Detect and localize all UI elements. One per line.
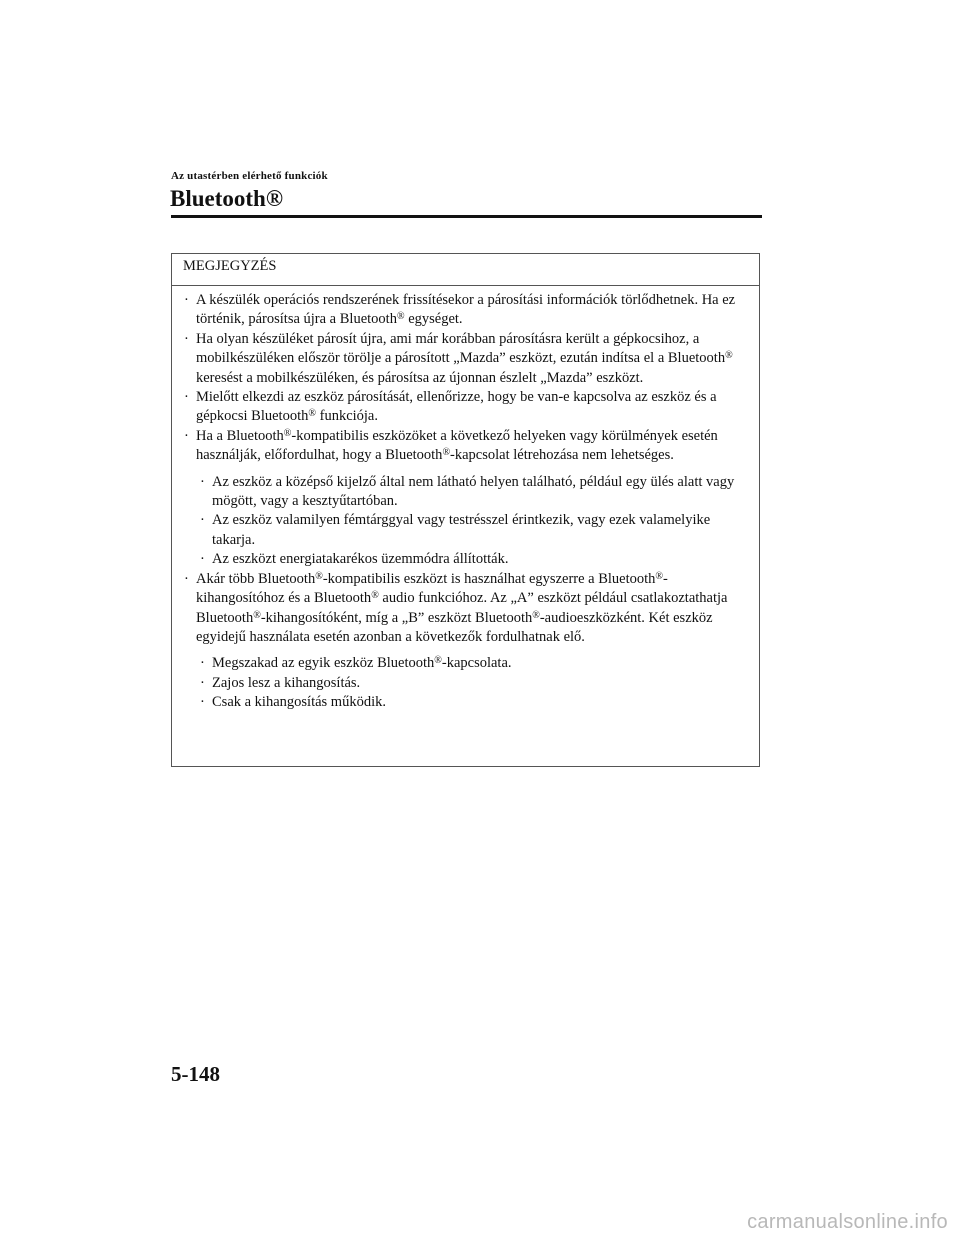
- item-text: -audioeszközként. Két eszköz egyidejű használata esetén azonban a következők fordulhatnak elő.: [196, 609, 713, 645]
- registered-mark: ®: [253, 609, 261, 621]
- item-text: -kapcsolata.: [441, 655, 512, 672]
- item-text: A készülék operációs rendszerének frissítésekor a párosítási információk törlődhetnek. Ha ez történik, párosítsa újra a Bluetooth: [196, 292, 736, 328]
- sub-list-item: [200, 654, 751, 673]
- registered-mark: ®: [655, 570, 664, 582]
- item-text: Az eszközt energiatakarékos üzemmódra állították.: [212, 551, 509, 568]
- sub-list-item: [200, 473, 751, 512]
- page-number: 5-148: [171, 1062, 220, 1086]
- item-text: Csak a kihangosítás működik.: [212, 694, 386, 711]
- note-heading: MEGJEGYZÉS: [172, 254, 759, 286]
- item-text: Az eszköz a középső kijelző által nem látható helyen található, például egy ülés alatt vagy mögött, vagy a kesztyűtartóban.: [212, 473, 735, 510]
- registered-mark: ®: [725, 350, 733, 362]
- item-text: -kihangosítóhoz és a Bluetooth: [196, 570, 668, 607]
- section-label: Az utastérben elérhető funkciók: [171, 170, 328, 182]
- sub-list-item: [200, 674, 751, 693]
- sub-list: [184, 473, 751, 570]
- bullet: ·: [184, 570, 189, 587]
- item-text: Megszakad az egyik eszköz Bluetooth: [212, 655, 435, 672]
- bullet: ·: [184, 292, 189, 308]
- item-text: keresést a mobilkészüléken, és párosítsa az újonnan észlelt „Mazda” eszközt.: [196, 369, 644, 386]
- sub-list-item: [200, 511, 751, 550]
- item-text: Ha olyan készüléket párosít újra, ami már korábban párosításra került a gépkocsihoz, a mobilkészüléken először törölje a párosított „Mazda” eszközt, ezután indítsa el a Bluetooth: [196, 330, 726, 367]
- list-item: [184, 427, 751, 466]
- watermark: carmanualsonline.info: [747, 1211, 948, 1233]
- item-text: funkciója.: [315, 408, 378, 425]
- item-text: -kompatibilis eszközöket a következő helyeken vagy körülmények esetén használják, előfordulhat, hogy a Bluetooth: [196, 427, 718, 464]
- item-text: Akár több Bluetooth: [196, 570, 316, 587]
- title-rule: [171, 215, 762, 218]
- registered-mark: ®: [315, 570, 323, 582]
- registered-mark: ®: [283, 427, 292, 439]
- list-item: [184, 330, 751, 388]
- item-text: egységet.: [404, 311, 463, 328]
- sub-list-item: [200, 693, 751, 712]
- registered-mark: ®: [396, 311, 405, 323]
- bullet: ·: [200, 674, 205, 691]
- bullet: ·: [200, 694, 205, 711]
- page-title: Bluetooth®: [170, 186, 284, 211]
- bullet: ·: [200, 551, 205, 568]
- item-text: Zajos lesz a kihangosítás.: [212, 674, 361, 691]
- item-text: audio funkcióhoz. Az „A” eszközt például csatlakoztathatja Bluetooth: [196, 590, 728, 626]
- note-box: [171, 253, 760, 767]
- bullet: ·: [184, 427, 189, 444]
- bullet: ·: [200, 655, 205, 672]
- sub-list: [184, 654, 751, 712]
- registered-mark: ®: [442, 447, 451, 459]
- registered-mark: ®: [434, 655, 442, 667]
- item-text: -kompatibilis eszközt is használhat egyszerre a Bluetooth: [322, 570, 656, 587]
- item-text: Az eszköz valamilyen fémtárggyal vagy testrésszel érintkezik, vagy ezek valamelyike takarja.: [212, 512, 711, 548]
- item-text: Ha a Bluetooth: [196, 427, 284, 444]
- item-text: Mielőtt elkezdi az eszköz párosítását, ellenőrizze, hogy be van-e kapcsolva az eszköz és a gépkocsi Bluetooth: [196, 389, 717, 425]
- note-body: [172, 286, 759, 713]
- item-text: -kihangosítóként, míg a „B” eszközt Bluetooth: [260, 609, 533, 626]
- registered-mark: ®: [371, 590, 379, 602]
- sub-list-item: [200, 550, 751, 569]
- list-item: [184, 570, 751, 648]
- list-item: [184, 388, 751, 427]
- bullet: ·: [184, 330, 189, 347]
- bullet: ·: [200, 473, 205, 490]
- list-item: [184, 291, 751, 330]
- bullet: ·: [200, 512, 205, 529]
- registered-mark: ®: [532, 609, 540, 621]
- item-text: -kapcsolat létrehozása nem lehetséges.: [450, 447, 674, 464]
- bullet: ·: [184, 389, 189, 406]
- registered-mark: ®: [308, 408, 316, 420]
